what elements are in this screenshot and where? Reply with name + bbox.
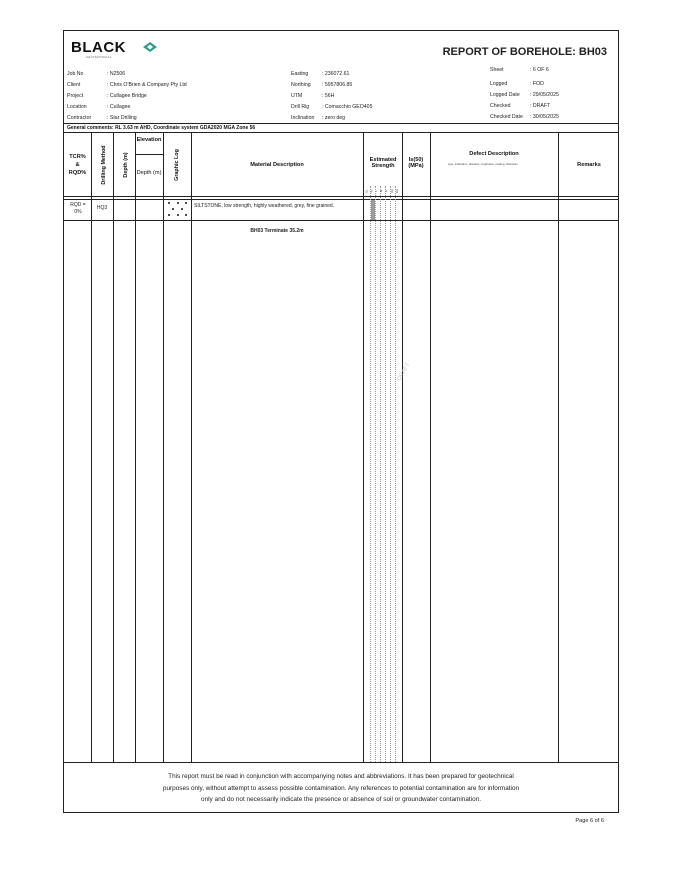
column-header-divider <box>64 196 618 197</box>
drilling-method-value: HQ3 <box>96 205 108 211</box>
is50-header: Is(50) (MPa) <box>408 157 424 169</box>
comments-divider <box>64 132 618 133</box>
remarks-header: Remarks <box>577 162 601 168</box>
strength-subcol <box>370 186 371 762</box>
logo-wordmark: BLACK <box>71 39 126 56</box>
defect-description-header: Defect Description <box>469 151 519 157</box>
disclaimer-line: purposes only, without attempt to assess possible contamination. Any references to potential contamination are for information <box>162 784 520 792</box>
material-description-value: SILTSTONE, low strength, highly weathered, grey, fine grained. <box>194 203 335 209</box>
column-header-divider-2 <box>64 199 618 200</box>
graphic-log-header: Graphic Log <box>174 149 180 181</box>
leaf-logo-icon <box>141 41 159 53</box>
col-line <box>430 133 431 762</box>
strength-subcol <box>395 186 396 762</box>
company-logo <box>71 39 166 61</box>
tcr-rqd-value: RQD = 0% <box>70 202 86 215</box>
strength-tick: L <box>373 190 378 192</box>
elevation-header: Elevation <box>136 137 162 143</box>
strength-tick: VL <box>369 189 374 193</box>
defect-subheader: type, inclination, planarity, roughness, coating, thickness <box>448 162 518 166</box>
general-comments: General comments: RL 3.63 m AHD, Coordinate system GDA2020 MGA Zone 56 <box>67 125 256 131</box>
draft-watermark: DRAFT <box>396 361 412 383</box>
elevation-depth-header: Depth (m) <box>136 170 162 176</box>
col-line <box>163 133 164 762</box>
borehole-report-sheet: BLACK GEOTECHNICAL REPORT OF BOREHOLE: BH03 Job No : N2506 Client : Chris O'Brien & Company Pty Ltd Project : Cullagee Bridge Location : Cullagee Contractor : Star Drilling Easting : 236072.61 Northing : 5957806.85 UTM : 56H Drill Rig : Comacchio GEO405 Inclination : zero deg Sheet : 6 OF 6 Logged : FOD Logged Date : 29/05/2025 Checked : DRAFT Checked Date : 30/05/2025 General comments: RL 3.63 m AHD, Coordinate system GDA2020 MGA Zone 56 TCR% & RQD% Drilling Method Depth (m) Elevation Depth (m) Graphic Log Material Description Estimated Strength Is(50) (MPa) Defect Description type, inclination, planarity, roughness, coating, thickness Remarks EL VL L M H VH EH RQD = 0% HQ3 SILTSTONE, low strength, highly weathered, grey, fine grained. BH03 Terminate 35.2m DRAFT This report must be read in conjunction with accompanying notes and abbreviations. It has been prepared for geotechnical purposes only, without attempt to assess possible contamination. Any references to potential contamination are for information only and do not necessarily indicate the presence or absence of soil or groundwater contamination. <box>63 30 619 813</box>
material-description-header: Material Description <box>250 162 304 168</box>
strength-tick: H <box>384 189 389 193</box>
strength-subcol <box>390 186 391 762</box>
strength-bar <box>371 200 375 220</box>
row-divider <box>64 220 618 221</box>
graphic-log-pattern <box>164 200 190 219</box>
col-line <box>558 133 559 762</box>
strength-tick: M <box>379 189 384 193</box>
disclaimer-footer <box>64 771 618 806</box>
depth-header: Depth (m) <box>123 152 129 178</box>
strength-tick: EL <box>364 189 369 193</box>
disclaimer-line: only and do not necessarily indicate the presence or absence of soil or groundwater contamination. <box>201 796 481 803</box>
strength-subcol <box>379 186 384 762</box>
table-bottom-rule <box>64 762 618 763</box>
col-line <box>91 133 92 762</box>
disclaimer-line: This report must be read in conjunction with accompanying notes and abbreviations. It has been prepared for geotechnical <box>168 773 514 780</box>
col-line <box>135 133 136 762</box>
col-line <box>363 133 364 762</box>
col-line <box>113 133 114 762</box>
estimated-strength-header: Estimated Strength <box>369 157 397 169</box>
strength-subcol <box>384 186 389 762</box>
strength-tick: VH <box>389 189 394 193</box>
report-title: REPORT OF BOREHOLE: BH03 <box>442 46 607 58</box>
col-line <box>402 133 403 762</box>
strength-subcol <box>375 186 376 762</box>
logo-subtitle: GEOTECHNICAL <box>86 56 112 59</box>
tcr-rqd-header: TCR% & RQD% <box>68 154 87 176</box>
termination-note: BH03 Terminate 35.2m <box>250 228 304 234</box>
drilling-method-header: Drilling Method <box>101 145 107 185</box>
strength-tick: EH <box>394 189 399 193</box>
page-number: Page 6 of 6 <box>575 818 604 824</box>
header-divider <box>64 123 618 124</box>
elevation-split <box>135 154 163 155</box>
